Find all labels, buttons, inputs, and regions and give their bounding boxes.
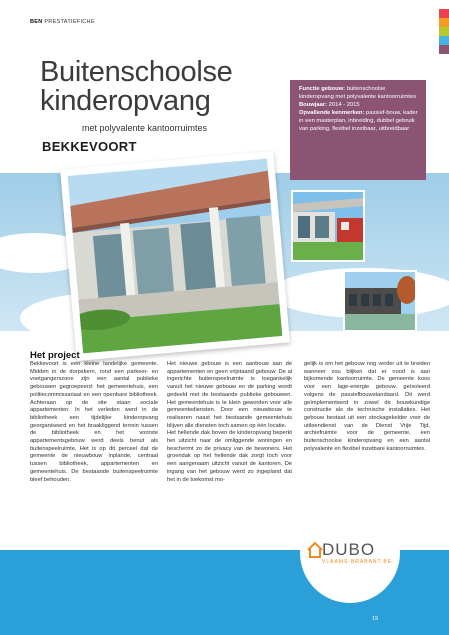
place-name: BEKKEVOORT [42,139,137,154]
color-bar-orange [439,18,449,27]
paragraph: gelijk is om het gebouw nog verder uit te breiden wanneer zou blijken dat er nood is aan bijkomende kantoorruimte. De gemeente koos voor een lage-energie gebouw, geïsoleerd volgens de passiefbouwstandaard. Dit werd geïmplementeerd in zowel de bouwkundige constructie als de technische installaties. Het gebouw bestaat uit een stockagekelder voor de uitleendienst van de Dienst Vrije Tijd, archiefruimte voor de gemeente, een buitenschoolse kinderopvang en een aantal polyvalente en flexibel inzetbare kantoorruimtes. [304,361,430,452]
section-heading: Het project [30,350,80,361]
title-line-1: Buitenschoolse [40,56,233,88]
year-value: 2014 - 2015 [328,102,360,108]
text-column-3 [304,361,430,453]
text-column-2 [167,361,292,484]
main-building-photo [60,151,290,361]
building-illustration [345,272,415,330]
color-bar-green [439,27,449,36]
side-photo-bottom [343,270,417,332]
page-number: 19 [372,616,379,622]
function-label: Functie gebouw: [299,86,346,92]
function-value: buitenschoolse kinderopvang met polyvalente kantoorruimtes [299,86,416,100]
logo-name: DUBO [322,540,376,559]
logo-subtitle: VLAAMS-BRABANT.BE [322,559,393,565]
side-photo-top [291,190,365,262]
info-box [290,80,426,180]
page-title [40,58,233,116]
title-line-2: kinderopvang [40,85,211,117]
color-bar-blue [439,36,449,45]
color-bars [439,9,449,54]
year-label: Bouwjaar: [299,102,328,108]
header-section: PRESTATIEFICHE [44,19,95,25]
paragraph: Het nieuwe gebouw is een aanbouw aan de appartementen en geen vrijstaand gebouw. De al ingerichte buitenspeelruimte is toegankelijk vanuit het nieuwe gebouw en de parking wordt gedeeld met de bestaande publieke gebouwen. Het gemeentehuis is te klein geworden voor alle gemeentediensten. Door een nieuwbouw te realiseren naast het bestaande gemeentehuis blijven alle diensten toch samen op één locatie. [167,361,292,429]
page-header [30,19,95,25]
page-subtitle: met polyvalente kantoorruimtes [82,123,208,133]
features-value: passief-bouw, kader in een masterplan, inbreiding, dubbel gebruik van parking, flexibel inzetbaar, uitbreidbaar [299,110,418,132]
building-illustration [293,192,363,260]
paragraph: Bekkevoort is een kleine landelijke gemeente. Midden in de dorpskern, rond een parkeer- en voetgangerszone zijn een aantal publieke gebouwen gegroepeerd: het gemeentehuis, een politiecommissariaat en een openbare bibliotheek. Achteraan op de site staan sociale appartementen. In het verleden werd in de bibliotheek een tijdelijke kinderopvang georganiseerd en het braakliggend terrein tussen de bibliotheek en het voorste appartementsgebouw werd deels benut als buitenspeelruimte. Het is op dit perceel dat de gemeente de nieuwbouw inplande, centraal tussen bibliotheek, appartementen en gemeentehuis. De bestaande buitenspeelruimte bleef behouden. [30,361,158,483]
color-bar-purple [439,45,449,54]
paragraph: Het hellende dak boven de kinderopvang beperkt het uitzicht naar de omliggende woningen en beschermt zo de privacy van de bewoners. Het groendak op het hellende dak zorgt toch voor een aangenaam uitzicht vanuit de kantoren. De ingang van het gebouw werd zo ingepland dat het in de toekomst mo- [167,430,292,483]
building-illustration [68,159,283,354]
text-column-1 [30,361,158,484]
header-brand: BEN [30,19,43,25]
features-label: Opvallende kenmerken: [299,110,365,116]
color-bar-red [439,9,449,18]
